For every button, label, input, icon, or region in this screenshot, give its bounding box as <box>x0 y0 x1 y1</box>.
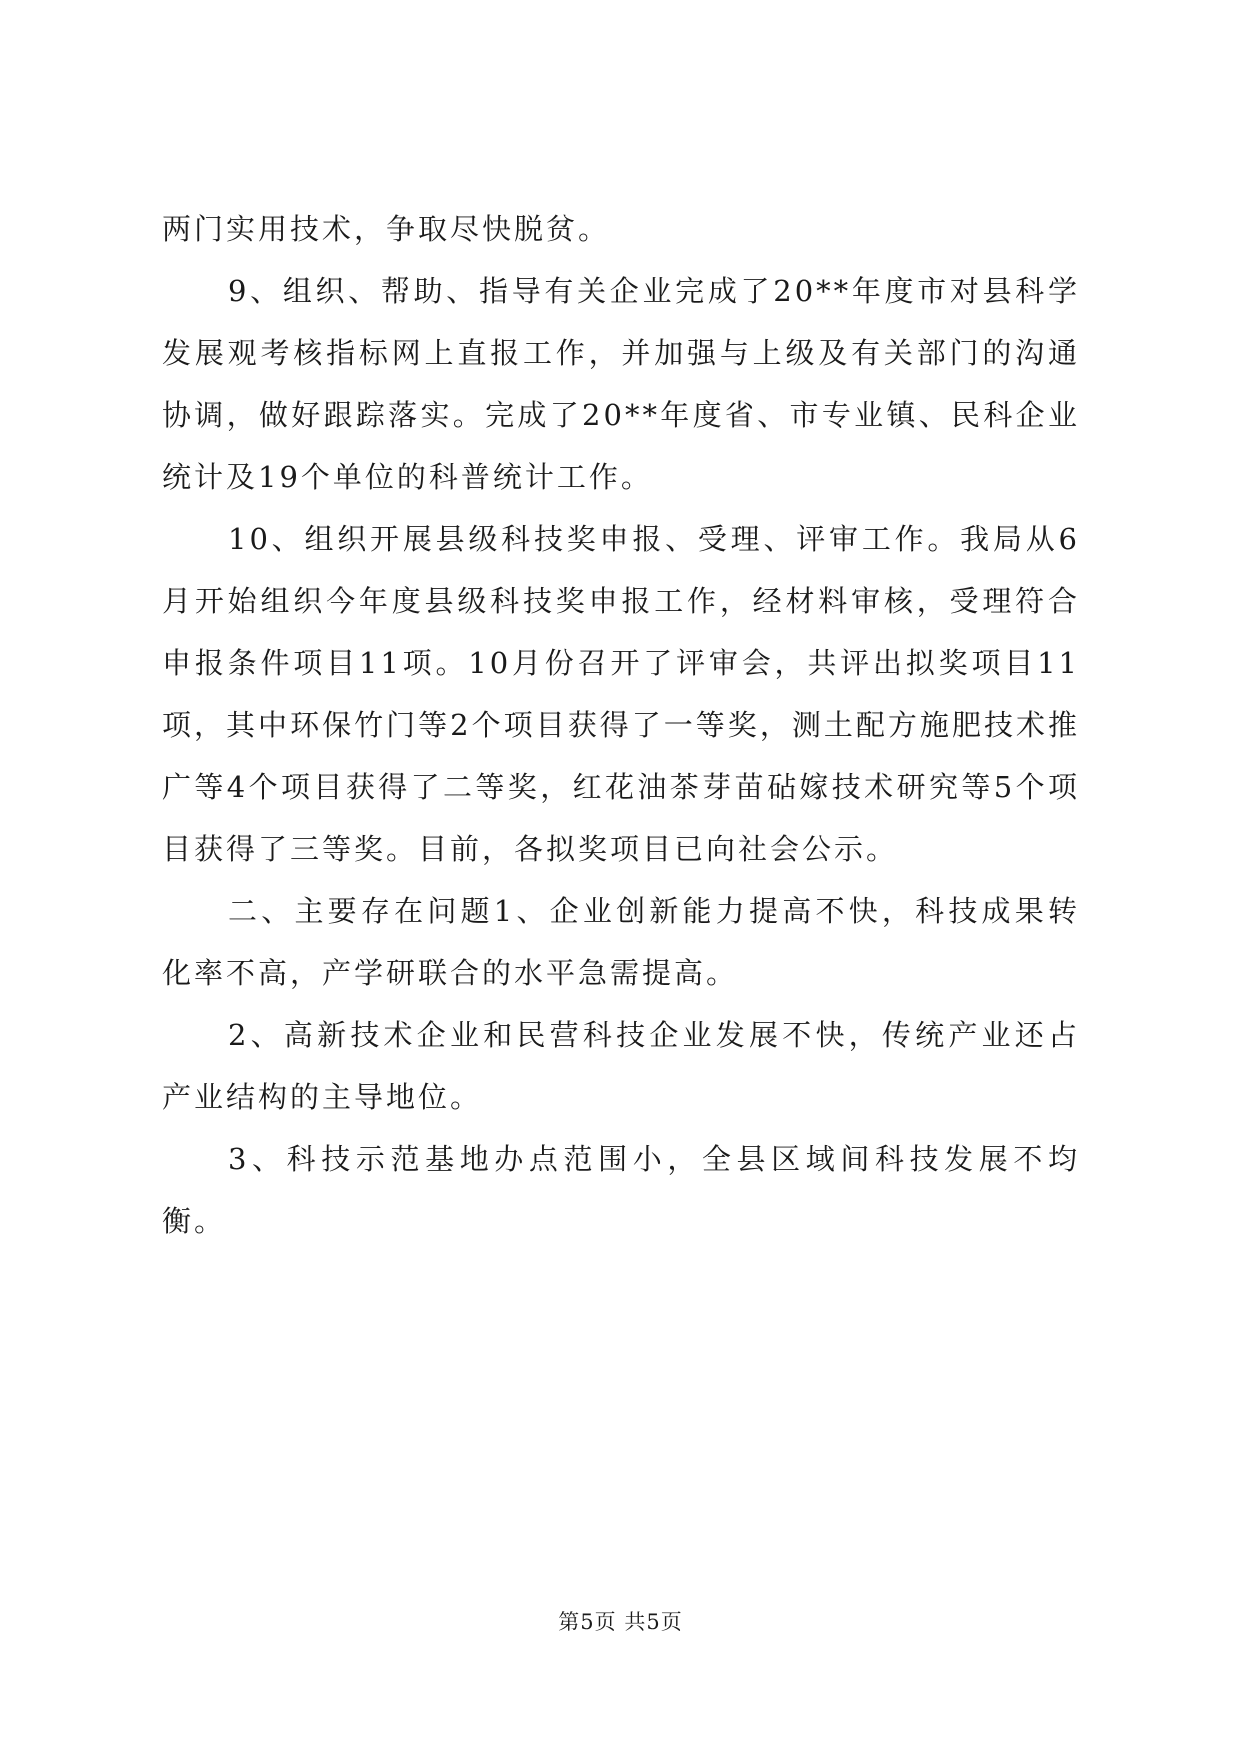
paragraph-issue-3: 3、科技示范基地办点范围小，全县区域间科技发展不均衡。 <box>162 1142 1080 1238</box>
paragraph-item-9: 9、组织、帮助、指导有关企业完成了20**年度市对县科学发展观考核指标网上直报工作，并加强与上级及有关部门的沟通协调，做好跟踪落实。完成了20**年度省、市专业镇、民科企业统计及19个单位的科普统计工作。 <box>162 274 1080 494</box>
paragraph-continuation: 两门实用技术，争取尽快脱贫。 <box>162 212 611 246</box>
paragraph-section-2: 二、主要存在问题1、企业创新能力提高不快，科技成果转化率不高，产学研联合的水平急需提高。 <box>162 894 1080 990</box>
document-body <box>162 198 1080 1252</box>
paragraph-item-10: 10、组织开展县级科技奖申报、受理、评审工作。我局从6月开始组织今年度县级科技奖申报工作，经材料审核，受理符合申报条件项目11项。10月份召开了评审会，共评出拟奖项目11项，其中环保竹门等2个项目获得了一等奖，测土配方施肥技术推广等4个项目获得了二等奖，红花油茶芽苗砧嫁技术研究等5个项目获得了三等奖。目前，各拟奖项目已向社会公示。 <box>162 522 1080 866</box>
paragraph-issue-2: 2、高新技术企业和民营科技企业发展不快，传统产业还占产业结构的主导地位。 <box>162 1018 1080 1114</box>
page-number-footer: 第5页 共5页 <box>558 1610 683 1634</box>
